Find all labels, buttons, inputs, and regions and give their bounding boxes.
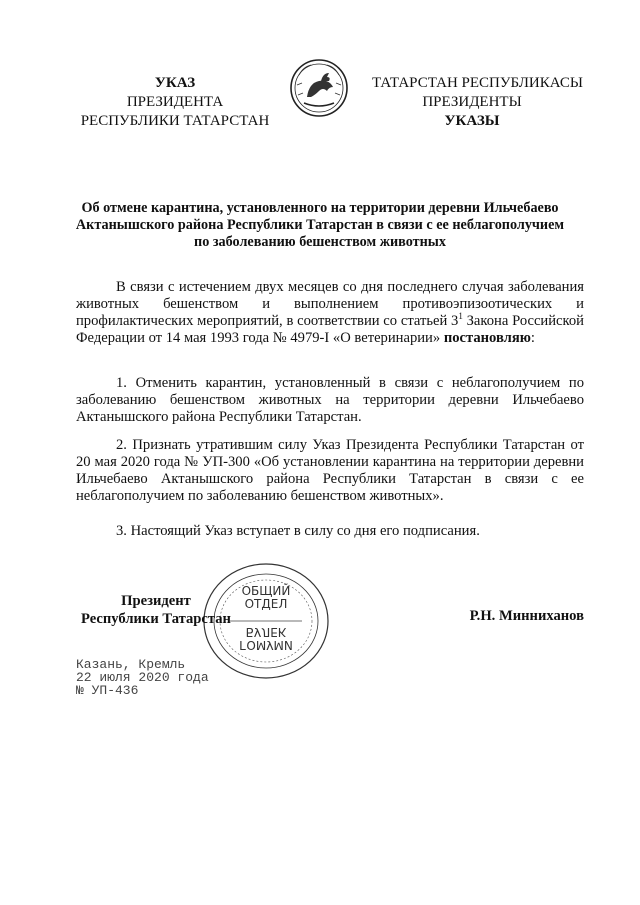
header-left-line-3: РЕСПУБЛИКИ ТАТАРСТАН [80,113,270,129]
signatory-title-line-2: Республики Татарстан [81,611,231,627]
header-left-line-2: ПРЕЗИДЕНТА [126,94,224,110]
place: Казань, Кремль [76,657,186,672]
clause-2-text: 2. Признать утратившим силу Указ Президента Республики Татарстан от 20 мая 2020 года № УП-300 «Об установлении карантина на территории деревни Ильчебаево Актанышского района Республики Татарстан в связи с ее неблагополучием по заболеванию бешенством животных». [76,437,584,504]
stamp-mirrored-line-2: ГОМУМИ [239,638,293,652]
header-right-line-3: УКАЗЫ [444,113,500,129]
document-title [70,200,570,251]
date: 22 июля 2020 года [76,670,209,685]
preamble-superscript: 1 [458,311,463,321]
stamp-line-2: ОТДЕЛ [244,597,288,611]
signatory-title [76,592,236,628]
coat-of-arms-icon [289,57,349,119]
clause-1 [76,375,584,426]
clause-3-text: 3. Настоящий Указ вступает в силу со дня его подписания. [116,523,480,539]
place-date-number [76,658,209,697]
preamble-colon: : [530,330,535,346]
title-line-2: Актанышского района Республики Татарстан в связи с ее неблагополучием [75,217,565,233]
signatory-title-line-1: Президент [121,593,191,609]
header-left-line-1: УКАЗ [154,75,196,91]
header-right-line-2: ПРЕЗИДЕНТЫ [422,94,522,110]
preamble-text-2: Закона Российской Федерации от 14 мая 1993 года № 4979-I «О ветеринарии» [76,313,584,346]
clause-2 [76,437,584,505]
clause-3 [76,523,584,540]
decree-number: № УП-436 [76,683,139,698]
stamp-line-1: ОБЩИЙ [241,584,291,598]
preamble-text-1: В связи с истечением двух месяцев со дня последнего случая заболевания животных бешенством и выполнением противоэпизоотических и профилактических мероприятий, в соответствии со статьей 3 [76,279,584,329]
title-line-1: Об отмене карантина, установленного на территории деревни Ильчебаево [81,200,559,216]
preamble-decree-word: постановляю [443,330,531,346]
signatory-name: Р.Н. Минниханов [469,608,584,624]
preamble-paragraph [76,279,584,347]
clause-1-text: 1. Отменить карантин, установленный в связи с неблагополучием по заболеванию бешенством животных на территории деревни Ильчебаево Актанышского района Республики Татарстан. [76,375,584,425]
title-line-3: по заболеванию бешенством животных [194,234,446,250]
header-right-line-1: ТАТАРСТАН РЕСПУБЛИКАСЫ [372,75,583,91]
stamp-text [226,585,306,651]
header-left [80,74,270,131]
header-right [372,74,583,131]
stamp-mirrored-line-1: БУЛЕК [245,625,287,639]
